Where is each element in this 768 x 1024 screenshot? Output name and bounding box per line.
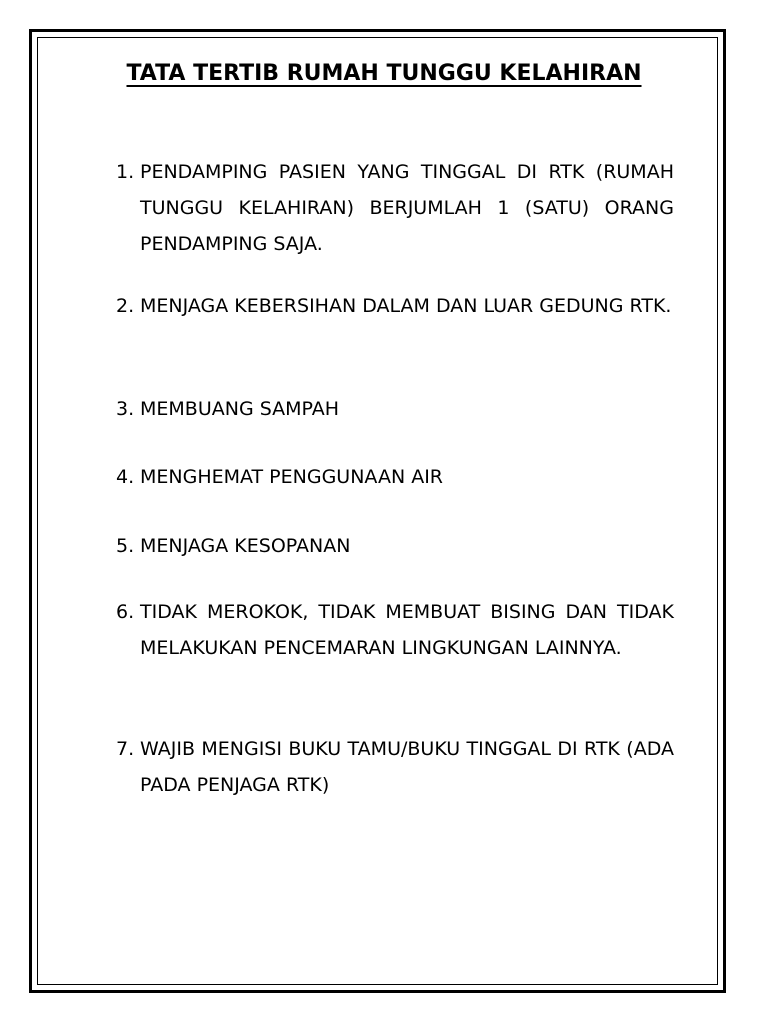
rule-number: 6. xyxy=(116,601,135,623)
rule-text: MENGHEMAT PENGGUNAAN AIR xyxy=(140,466,444,488)
rule-item-7 xyxy=(116,731,674,803)
rule-number: 2. xyxy=(116,295,135,317)
rule-item-3 xyxy=(116,391,674,427)
rule-text: PENDAMPING PASIEN YANG TINGGAL DI RTK (RUMAH TUNGGU KELAHIRAN) BERJUMLAH 1 (SATU) ORANG PENDAMPING SAJA. xyxy=(140,161,674,255)
rule-item-6 xyxy=(116,594,674,666)
document-title-text: TATA TERTIB RUMAH TUNGGU KELAHIRAN xyxy=(126,61,642,86)
rule-text: MENJAGA KEBERSIHAN DALAM DAN LUAR GEDUNG RTK. xyxy=(140,295,672,317)
rule-number: 7. xyxy=(116,738,135,760)
rule-item-1 xyxy=(116,154,674,262)
rule-item-4 xyxy=(116,459,674,495)
rule-number: 3. xyxy=(116,398,135,420)
rule-text: MEMBUANG SAMPAH xyxy=(140,398,340,420)
rule-item-2 xyxy=(116,288,674,324)
rule-number: 1. xyxy=(116,161,135,183)
rule-item-5 xyxy=(116,528,674,564)
rule-text: WAJIB MENGISI BUKU TAMU/BUKU TINGGAL DI RTK (ADA PADA PENJAGA RTK) xyxy=(140,738,674,796)
rule-number: 4. xyxy=(116,466,135,488)
rule-text: MENJAGA KESOPANAN xyxy=(140,535,351,557)
rule-number: 5. xyxy=(116,535,135,557)
rule-text: TIDAK MEROKOK, TIDAK MEMBUAT BISING DAN TIDAK MELAKUKAN PENCEMARAN LINGKUNGAN LAINNYA. xyxy=(140,601,674,659)
